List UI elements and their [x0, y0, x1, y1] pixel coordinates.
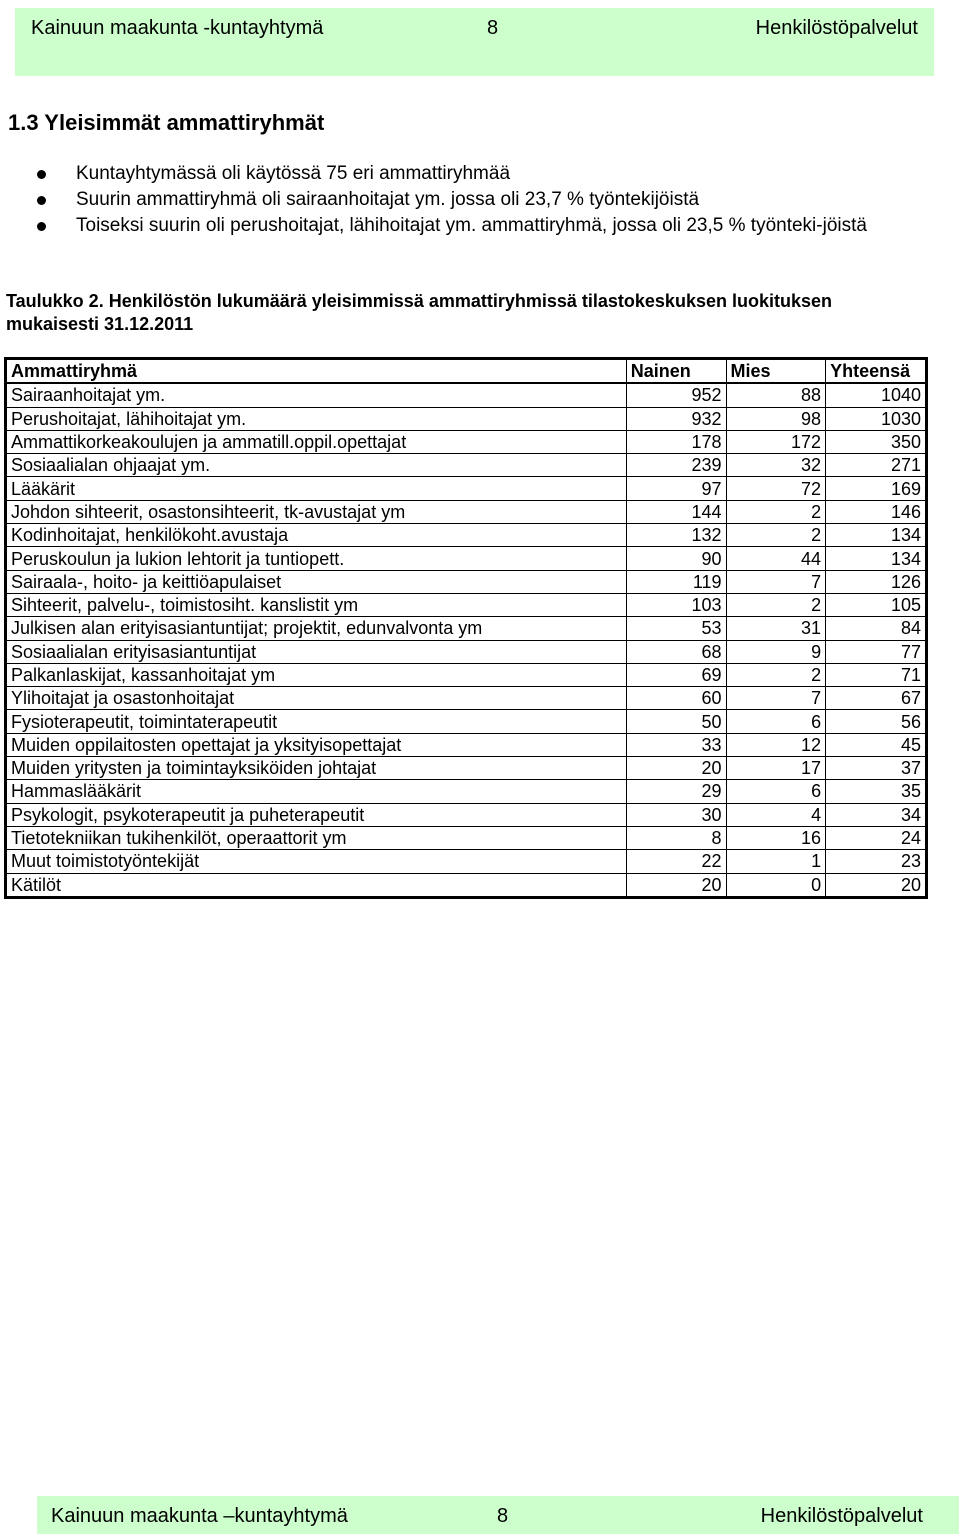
bullet-dot-icon	[37, 222, 46, 231]
bullet-dot-icon	[37, 196, 46, 205]
cell-total: 169	[826, 477, 927, 500]
table-row	[6, 780, 927, 803]
table-row	[6, 570, 927, 593]
table-header-row	[6, 359, 927, 384]
cell-women: 68	[626, 640, 726, 663]
cell-women: 69	[626, 663, 726, 686]
cell-women: 20	[626, 873, 726, 897]
cell-total: 126	[826, 570, 927, 593]
cell-men: 9	[726, 640, 826, 663]
cell-men: 2	[726, 593, 826, 616]
column-header-total: Yhteensä	[826, 359, 927, 384]
cell-total: 146	[826, 500, 927, 523]
table-caption: Taulukko 2. Henkilöstön lukumäärä yleisimmissä ammattiryhmissä tilastokeskuksen luokituksen mukaisesti 31.12.2011	[6, 291, 832, 334]
footer-department: Henkilöstöpalvelut	[760, 1505, 923, 1527]
table-row	[6, 710, 927, 733]
cell-women: 103	[626, 593, 726, 616]
cell-total: 77	[826, 640, 927, 663]
cell-profession: Kodinhoitajat, henkilökoht.avustaja	[6, 524, 627, 547]
cell-men: 98	[726, 407, 826, 430]
cell-profession: Sosiaalialan ohjaajat ym.	[6, 454, 627, 477]
cell-men: 4	[726, 803, 826, 826]
cell-profession: Sosiaalialan erityisasiantuntijat	[6, 640, 627, 663]
cell-total: 34	[826, 803, 927, 826]
footer-organization: Kainuun maakunta –kuntayhtymä	[51, 1505, 348, 1527]
cell-women: 97	[626, 477, 726, 500]
cell-profession: Peruskoulun ja lukion lehtorit ja tuntiopett.	[6, 547, 627, 570]
cell-profession: Fysioterapeutit, toimintaterapeutit	[6, 710, 627, 733]
column-header-men: Mies	[726, 359, 826, 384]
table-row	[6, 826, 927, 849]
cell-women: 33	[626, 733, 726, 756]
column-header-women: Nainen	[626, 359, 726, 384]
cell-profession: Muut toimistotyöntekijät	[6, 850, 627, 873]
cell-profession: Kätilöt	[6, 873, 627, 897]
cell-men: 12	[726, 733, 826, 756]
cell-women: 29	[626, 780, 726, 803]
table-row	[6, 873, 927, 897]
cell-women: 8	[626, 826, 726, 849]
table-row	[6, 430, 927, 453]
cell-total: 56	[826, 710, 927, 733]
bullet-text: Suurin ammattiryhmä oli sairaanhoitajat ym. jossa oli 23,7 % työntekijöistä	[76, 189, 700, 210]
cell-women: 30	[626, 803, 726, 826]
cell-profession: Johdon sihteerit, osastonsihteerit, tk-avustajat ym	[6, 500, 627, 523]
cell-total: 1030	[826, 407, 927, 430]
cell-profession: Ylihoitajat ja osastonhoitajat	[6, 687, 627, 710]
cell-total: 84	[826, 617, 927, 640]
cell-men: 88	[726, 383, 826, 407]
table-row	[6, 524, 927, 547]
table-row	[6, 593, 927, 616]
cell-men: 7	[726, 570, 826, 593]
cell-women: 239	[626, 454, 726, 477]
header-organization: Kainuun maakunta -kuntayhtymä	[31, 17, 324, 39]
cell-profession: Sihteerit, palvelu-, toimistosiht. kanslistit ym	[6, 593, 627, 616]
cell-women: 20	[626, 757, 726, 780]
cell-profession: Muiden yritysten ja toimintayksiköiden johtajat	[6, 757, 627, 780]
cell-total: 350	[826, 430, 927, 453]
table-row	[6, 687, 927, 710]
cell-men: 2	[726, 524, 826, 547]
cell-women: 178	[626, 430, 726, 453]
cell-total: 37	[826, 757, 927, 780]
bullet-list	[0, 161, 940, 239]
cell-women: 90	[626, 547, 726, 570]
cell-profession: Julkisen alan erityisasiantuntijat; projektit, edunvalvonta ym	[6, 617, 627, 640]
cell-profession: Lääkärit	[6, 477, 627, 500]
bullet-text: Kuntayhtymässä oli käytössä 75 eri ammattiryhmää	[76, 163, 511, 184]
cell-total: 1040	[826, 383, 927, 407]
footer-page-number: 8	[497, 1505, 509, 1527]
table-row	[6, 500, 927, 523]
cell-total: 71	[826, 663, 927, 686]
cell-men: 32	[726, 454, 826, 477]
cell-women: 22	[626, 850, 726, 873]
cell-profession: Sairaala-, hoito- ja keittiöapulaiset	[6, 570, 627, 593]
table-row	[6, 733, 927, 756]
bullet-item	[0, 187, 940, 213]
table-row	[6, 477, 927, 500]
cell-men: 2	[726, 500, 826, 523]
cell-women: 144	[626, 500, 726, 523]
cell-women: 119	[626, 570, 726, 593]
table-row	[6, 803, 927, 826]
page-header	[15, 8, 934, 76]
cell-men: 7	[726, 687, 826, 710]
cell-total: 45	[826, 733, 927, 756]
cell-women: 60	[626, 687, 726, 710]
cell-men: 72	[726, 477, 826, 500]
cell-profession: Hammaslääkärit	[6, 780, 627, 803]
cell-total: 23	[826, 850, 927, 873]
table-row	[6, 383, 927, 407]
cell-men: 31	[726, 617, 826, 640]
cell-women: 53	[626, 617, 726, 640]
cell-total: 24	[826, 826, 927, 849]
cell-profession: Ammattikorkeakoulujen ja ammatill.oppil.opettajat	[6, 430, 627, 453]
cell-profession: Palkanlaskijat, kassanhoitajat ym	[6, 663, 627, 686]
cell-total: 134	[826, 547, 927, 570]
cell-profession: Sairaanhoitajat ym.	[6, 383, 627, 407]
cell-total: 134	[826, 524, 927, 547]
table-row	[6, 454, 927, 477]
table-row	[6, 547, 927, 570]
table-row	[6, 640, 927, 663]
bullet-dot-icon	[37, 170, 46, 179]
cell-women: 932	[626, 407, 726, 430]
table-row	[6, 850, 927, 873]
cell-men: 6	[726, 710, 826, 733]
cell-total: 271	[826, 454, 927, 477]
cell-total: 105	[826, 593, 927, 616]
table-body	[6, 383, 927, 897]
page-footer	[37, 1496, 959, 1534]
cell-men: 6	[726, 780, 826, 803]
cell-men: 16	[726, 826, 826, 849]
cell-profession: Muiden oppilaitosten opettajat ja yksityisopettajat	[6, 733, 627, 756]
header-page-number: 8	[487, 17, 499, 39]
cell-men: 172	[726, 430, 826, 453]
cell-total: 67	[826, 687, 927, 710]
cell-men: 1	[726, 850, 826, 873]
section-title: 1.3 Yleisimmät ammattiryhmät	[8, 110, 325, 135]
cell-men: 0	[726, 873, 826, 897]
bullet-text: Toiseksi suurin oli perushoitajat, lähihoitajat ym. ammattiryhmä, jossa oli 23,5 % työnteki-jöistä	[76, 215, 867, 236]
cell-men: 44	[726, 547, 826, 570]
cell-women: 132	[626, 524, 726, 547]
table-row	[6, 617, 927, 640]
header-department: Henkilöstöpalvelut	[755, 17, 918, 39]
cell-total: 35	[826, 780, 927, 803]
table-row	[6, 757, 927, 780]
profession-table	[4, 357, 928, 899]
cell-men: 2	[726, 663, 826, 686]
cell-women: 952	[626, 383, 726, 407]
cell-profession: Psykologit, psykoterapeutit ja puheterapeutit	[6, 803, 627, 826]
table-row	[6, 407, 927, 430]
table-row	[6, 663, 927, 686]
cell-profession: Tietotekniikan tukihenkilöt, operaattorit ym	[6, 826, 627, 849]
bullet-item	[0, 213, 940, 239]
cell-men: 17	[726, 757, 826, 780]
cell-women: 50	[626, 710, 726, 733]
column-header-profession: Ammattiryhmä	[6, 359, 627, 384]
bullet-item	[0, 161, 940, 187]
cell-total: 20	[826, 873, 927, 897]
cell-profession: Perushoitajat, lähihoitajat ym.	[6, 407, 627, 430]
